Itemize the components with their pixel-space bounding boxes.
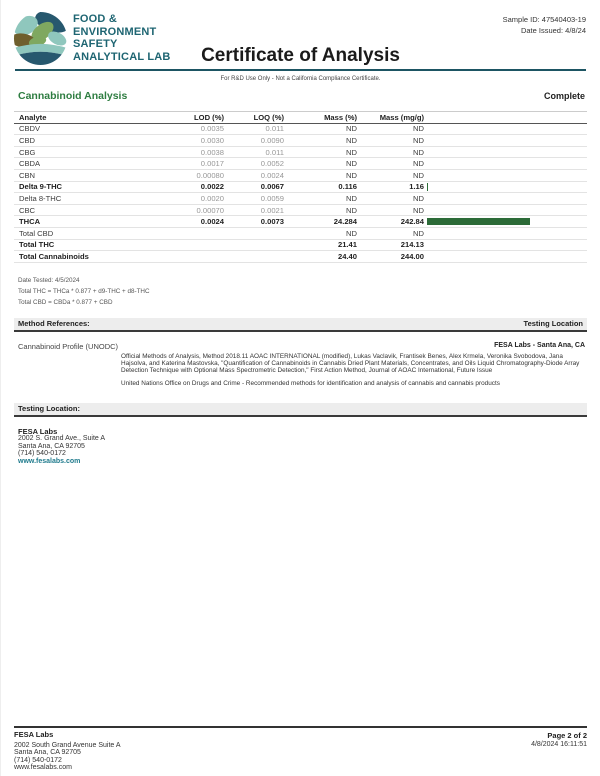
mass-bar — [427, 218, 530, 226]
method-paragraph: Official Methods of Analysis, Method 2018.11 AOAC INTERNATIONAL (modified), Lukas Vaclavik, Frantisek Benes, Alex Krmela, Veronika Svobodova, Jana Hajsolva, and Katerina Mastovska, "Quantification of Cannabinoids in Cannabis Dried Plant Materials, Concentrates, and Oils Liquid Chromatography-Diode Array Detection Technique with Optional Mass Spectrometric Detection," First Action Method, Journal of AOAC International, Future Issue — [121, 352, 580, 375]
table-row — [14, 158, 587, 170]
table-row — [14, 182, 587, 194]
print-timestamp: 4/8/2024 16:11:51 — [531, 741, 587, 749]
lab-name-line: ENVIRONMENT — [73, 25, 157, 38]
loq-value: 0.0024 — [260, 170, 284, 180]
sample-id: Sample ID: 47540403-19 — [502, 15, 586, 24]
header-divider — [15, 69, 586, 71]
table-row — [14, 240, 587, 252]
mass-bar-cell — [424, 183, 587, 191]
footer-address-line: Santa Ana, CA 92705 — [14, 749, 81, 757]
method-location: FESA Labs - Santa Ana, CA — [494, 341, 585, 349]
mass-pct-value: ND — [346, 147, 357, 157]
lod-value: 0.0038 — [200, 147, 224, 157]
mass-bar-cell — [424, 137, 587, 145]
method-references-bar — [14, 318, 587, 332]
lod-value: 0.00070 — [196, 205, 224, 215]
mass-pct-value: ND — [346, 193, 357, 203]
mass-bar-cell — [424, 125, 587, 133]
mass-bar-cell — [424, 206, 587, 214]
mass-mgg-value: 242.84 — [400, 217, 424, 227]
footer-phone: (714) 540-0172 — [14, 756, 62, 764]
mass-mgg-value: ND — [413, 228, 424, 238]
mass-bar — [427, 183, 428, 191]
phone-number: (714) 540-0172 — [18, 450, 66, 458]
loq-value: 0.011 — [265, 124, 284, 134]
table-row — [14, 147, 587, 159]
col-loq: LOQ (%) — [253, 112, 284, 122]
mass-mgg-value: ND — [413, 205, 424, 215]
mass-bar-cell — [424, 172, 587, 180]
table-header-row — [14, 112, 587, 124]
lab-name-line: FOOD & — [73, 13, 117, 25]
mass-bar-cell — [424, 253, 587, 261]
loq-value: 0.0090 — [260, 135, 284, 145]
lab-name-bold: FESA Labs — [18, 426, 58, 436]
mass-bar-cell — [424, 218, 587, 226]
mass-pct-value: 0.116 — [338, 182, 357, 192]
testing-location-heading: Testing Location: — [18, 404, 80, 414]
mass-pct-value: ND — [346, 228, 357, 238]
lod-value: 0.0030 — [200, 135, 224, 145]
address-line: Santa Ana, CA 92705 — [18, 442, 85, 450]
mass-mgg-value: 1.16 — [409, 182, 424, 192]
mass-pct-value: ND — [346, 135, 357, 145]
date-issued: Date Issued: 4/8/24 — [520, 26, 586, 35]
lab-name-line: ANALYTICAL LAB — [73, 50, 171, 63]
loq-value: 0.0073 — [260, 217, 284, 227]
mass-mgg-value: ND — [413, 147, 424, 157]
footer-website: www.fesalabs.com — [14, 764, 72, 772]
website-link[interactable]: www.fesalabs.com — [18, 457, 81, 465]
mass-mgg-value: ND — [413, 159, 424, 169]
lod-value: 0.0022 — [200, 182, 224, 192]
mass-bar-cell — [424, 148, 587, 156]
analyte-name: THCA — [19, 217, 41, 227]
loq-value: 0.0052 — [260, 159, 284, 169]
table-row — [14, 170, 587, 182]
analyte-name: CBN — [19, 170, 36, 180]
compliance-note: For R&D Use Only - Not a California Compliance Certificate. — [220, 76, 381, 82]
mass-pct-value: 24.284 — [333, 217, 357, 227]
table-row — [14, 193, 587, 205]
analyte-name: CBDV — [19, 124, 41, 134]
section-title: Cannabinoid Analysis — [18, 90, 128, 102]
footer-page-info — [531, 731, 587, 772]
col-mass-pct: Mass (%) — [324, 112, 357, 122]
testing-location-label: Testing Location — [523, 319, 583, 329]
test-notes — [18, 275, 600, 308]
method-row — [18, 342, 585, 351]
analyte-name: CBD — [19, 135, 36, 145]
table-row — [14, 205, 587, 217]
page-footer — [14, 726, 587, 776]
col-analyte: Analyte — [19, 112, 47, 122]
analyte-name: CBC — [19, 205, 36, 215]
analyte-name: Total Cannabinoids — [19, 251, 89, 261]
testing-location-address — [18, 428, 600, 466]
lod-value: 0.0035 — [200, 124, 224, 134]
mass-pct-value: ND — [346, 170, 357, 180]
method-references-label: Method References: — [18, 319, 90, 329]
mass-bar-cell — [424, 195, 587, 203]
loq-value: 0.0021 — [260, 205, 284, 215]
lod-value: 0.00080 — [196, 170, 224, 180]
loq-value: 0.011 — [265, 147, 284, 157]
analyte-name: Total CBD — [19, 228, 54, 238]
method-paragraph: United Nations Office on Drugs and Crime - Recommended methods for identification and analysis of cannabis and cannabis products — [121, 380, 500, 388]
mass-bar-cell — [424, 160, 587, 168]
mass-mgg-value: ND — [413, 170, 424, 180]
address-line: 2002 S. Grand Ave., Suite A — [18, 435, 106, 443]
mass-pct-value: ND — [346, 124, 357, 134]
footer-lab-name: FESA Labs — [14, 730, 54, 740]
mass-mgg-value: ND — [413, 193, 424, 203]
mass-pct-value: 24.40 — [337, 251, 357, 261]
analyte-name: Delta 8-THC — [19, 193, 62, 203]
lod-value: 0.0020 — [200, 193, 224, 203]
method-name: Cannabinoid Profile (UNODC) — [18, 341, 119, 351]
col-mass-mgg: Mass (mg/g) — [379, 112, 424, 122]
loq-value: 0.0059 — [260, 193, 284, 203]
mass-pct-value: ND — [346, 205, 357, 215]
analyte-name: CBDA — [19, 159, 41, 169]
table-row — [14, 251, 587, 263]
cannabinoid-table — [14, 111, 587, 263]
page-number: Page 2 of 2 — [547, 731, 587, 741]
table-row — [14, 135, 587, 147]
mass-pct-value: 21.41 — [337, 240, 357, 250]
total-thc-formula: Total THC = THCa * 0.877 + d9-THC + d8-THC — [18, 287, 150, 295]
lod-value: 0.0024 — [200, 217, 224, 227]
mass-mgg-value: ND — [413, 124, 424, 134]
mass-mgg-value: 214.13 — [400, 240, 424, 250]
table-row — [14, 216, 587, 228]
mass-mgg-value: 244.00 — [400, 251, 424, 261]
mass-bar-cell — [424, 241, 587, 249]
mass-bar-cell — [424, 229, 587, 237]
analyte-name: CBG — [19, 147, 36, 157]
header — [1, 0, 600, 68]
footer-address-line: 2002 South Grand Avenue Suite A — [14, 741, 121, 749]
status-badge: Complete — [543, 91, 585, 101]
testing-location-bar — [14, 403, 587, 417]
analyte-name: Total THC — [19, 240, 55, 250]
mass-mgg-value: ND — [413, 135, 424, 145]
analyte-name: Delta 9-THC — [19, 182, 63, 192]
footer-address — [14, 731, 121, 772]
lab-name-line: SAFETY — [73, 38, 118, 50]
lod-value: 0.0017 — [200, 159, 224, 169]
table-row — [14, 124, 587, 136]
table-row — [14, 228, 587, 240]
loq-value: 0.0067 — [260, 182, 284, 192]
method-description — [121, 353, 580, 388]
date-tested: Date Tested: 4/5/2024 — [18, 276, 80, 284]
page-title: Certificate of Analysis — [201, 45, 400, 66]
col-lod: LOD (%) — [194, 112, 224, 122]
mass-pct-value: ND — [346, 159, 357, 169]
document-meta — [503, 14, 586, 36]
section-header — [18, 90, 585, 102]
total-cbd-formula: Total CBD = CBDa * 0.877 + CBD — [18, 298, 113, 306]
